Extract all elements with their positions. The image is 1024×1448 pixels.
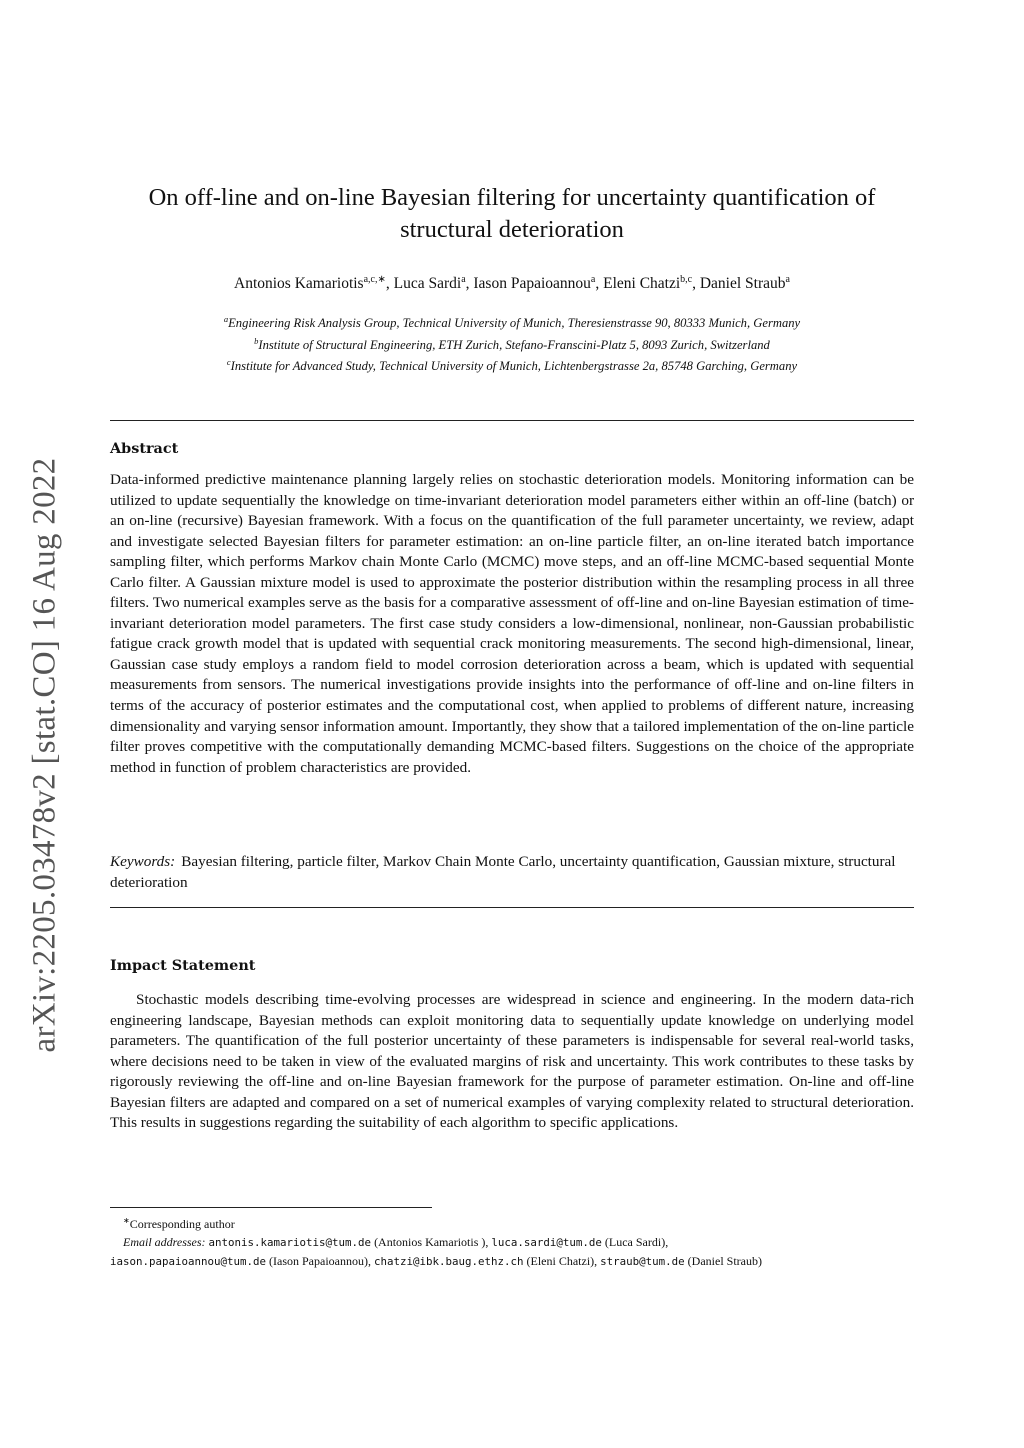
author-affil-marker: a,c,∗ xyxy=(363,274,386,285)
author xyxy=(603,275,700,292)
keywords-label: Keywords: xyxy=(110,853,176,870)
impact-text: Stochastic models describing time-evolving processes are widespread in science and engineering. In the modern data-rich engineering landscape, Bayesian methods can exploit monitoring data to sequentially update knowledge on underlying model parameters. The quantification of the full posterior uncertainty of these parameters is indispensable for several real-world tasks, where decisions need to be taken in view of the evaluated margins of risk and uncertainty. This work contributes to these tasks by rigorously reviewing the off-line and on-line Bayesian framework for the purpose of parameter estimation. On-line and off-line Bayesian filters are adapted and compared on a set of numerical examples of varying complexity related to structural deterioration. This results in suggestions regarding the suitability of each algorithm to specific applications. xyxy=(110,991,914,1132)
email-link[interactable]: chatzi@ibk.baug.ethz.ch xyxy=(374,1255,524,1268)
email-link[interactable]: antonis.kamariotis@tum.de xyxy=(208,1236,372,1249)
abstract-heading: Abstract xyxy=(110,440,179,457)
affiliation-marker: c xyxy=(226,357,231,368)
paper-title xyxy=(110,182,914,246)
author-affil-marker: b,c xyxy=(680,274,693,285)
footnote-emails-line-2 xyxy=(110,1252,930,1271)
email-label: Email addresses: xyxy=(123,1235,206,1249)
author xyxy=(234,275,394,292)
abstract-text: Data-informed predictive maintenance planning largely relies on stochastic deterioration models. Monitoring information can be utilized to update sequentially the knowledge on time-invariant deterioration model parameters either within an off-line (batch) or an on-line (recursive) Bayesian framework. With a focus on the quantification of the full parameter uncertainty, we review, adapt and investigate selected Bayesian filters for parameter estimation: an on-line particle filter, an on-line iterated batch importance sampling filter, which performs Markov chain Monte Carlo (MCMC) move steps, and an off-line MCMC-based sequential Monte Carlo filter. A Gaussian mixture model is used to approximate the posterior distribution within the resampling process in all three filters. Two numerical examples serve as the basis for a comparative assessment of off-line and on-line Bayesian estimation of time-invariant deterioration model parameters. The first case study considers a low-dimensional, nonlinear, non-Gaussian probabilistic fatigue crack growth model that is updated with sequential crack monitoring measurements. The second high-dimensional, linear, Gaussian case study employs a random field to model corrosion deterioration across a beam, which is updated with sequential measurements from sensors. The numerical investigations provide insights into the performance of off-line and on-line filters in terms of the accuracy of posterior estimates and the computational cost, when applied to problems of different nature, increasing dimensionality and varying sensor information amount. Importantly, they show that a tailored implementation of the on-line particle filter proves competitive with the computationally demanding MCMC-based filters. Suggestions on the choice of the appropriate method in function of problem characteristics are provided. xyxy=(110,471,914,776)
email-link[interactable]: iason.papaioannou@tum.de xyxy=(110,1255,267,1268)
affiliation-text: Institute for Advanced Study, Technical University of Munich, Lichtenbergstrasse 2a, 85748 Garching, Germany xyxy=(230,359,798,374)
author-separator: , xyxy=(465,275,474,293)
author-name: Antonios Kamariotis xyxy=(234,275,364,293)
author-list xyxy=(110,274,914,293)
author-affil-marker: a xyxy=(590,274,596,285)
footnote-corresponding xyxy=(110,1212,930,1233)
email-owner: (Antonios Kamariotis ), xyxy=(374,1235,489,1249)
email-link[interactable]: luca.sardi@tum.de xyxy=(491,1236,602,1249)
author-separator: , xyxy=(692,275,700,293)
author-name: Luca Sardi xyxy=(393,275,462,293)
email-owner: (Eleni Chatzi), xyxy=(526,1254,598,1268)
affiliation-text: Engineering Risk Analysis Group, Technical University of Munich, Theresienstrasse 90, 80333 Munich, Germany xyxy=(228,316,801,331)
affiliation xyxy=(110,311,914,333)
footnote-emails-line-1 xyxy=(110,1233,930,1252)
author xyxy=(700,275,790,292)
footnotes xyxy=(110,1212,930,1271)
author-separator: , xyxy=(595,275,604,293)
keywords xyxy=(110,851,914,893)
title-line-1: On off-line and on-line Bayesian filtering for uncertainty quantification of xyxy=(148,184,876,211)
author-separator: , xyxy=(385,275,394,293)
affiliation xyxy=(110,333,914,355)
author-name: Iason Papaioannou xyxy=(473,275,591,293)
email-owner: (Iason Papaioannou), xyxy=(269,1254,371,1268)
author-affil-marker: a xyxy=(785,274,790,285)
abstract-top-rule xyxy=(110,420,914,421)
author xyxy=(394,275,474,292)
email-owner: (Daniel Straub) xyxy=(687,1254,762,1268)
affiliation-marker: b xyxy=(254,335,259,346)
affiliation-list xyxy=(110,311,914,376)
keywords-text: Bayesian filtering, particle filter, Markov Chain Monte Carlo, uncertainty quantification, Gaussian mixture, structural deterioration xyxy=(110,853,896,891)
impact-heading: Impact Statement xyxy=(110,957,256,974)
arxiv-id: arXiv:2205.03478v2 [stat.CO] 16 Aug 2022 xyxy=(26,457,63,1053)
arxiv-sidebar-stamp xyxy=(22,440,68,1070)
abstract-bottom-rule xyxy=(110,907,914,908)
affiliation-text: Institute of Structural Engineering, ETH Zurich, Stefano-Franscini-Platz 5, 8093 Zurich, Switzerland xyxy=(258,337,770,352)
author-name: Daniel Straub xyxy=(699,275,786,293)
author-name: Eleni Chatzi xyxy=(603,275,681,293)
email-link[interactable]: straub@tum.de xyxy=(600,1255,685,1268)
corresponding-text: Corresponding author xyxy=(129,1217,235,1231)
author-affil-marker: a xyxy=(461,274,466,285)
corresponding-marker: ∗ xyxy=(123,1216,130,1225)
affiliation-marker: a xyxy=(223,314,229,324)
email-owner: (Luca Sardi), xyxy=(604,1235,669,1249)
title-line-2: structural deterioration xyxy=(400,216,624,243)
affiliation xyxy=(110,354,914,376)
footnote-rule xyxy=(110,1207,432,1208)
author xyxy=(473,275,603,292)
